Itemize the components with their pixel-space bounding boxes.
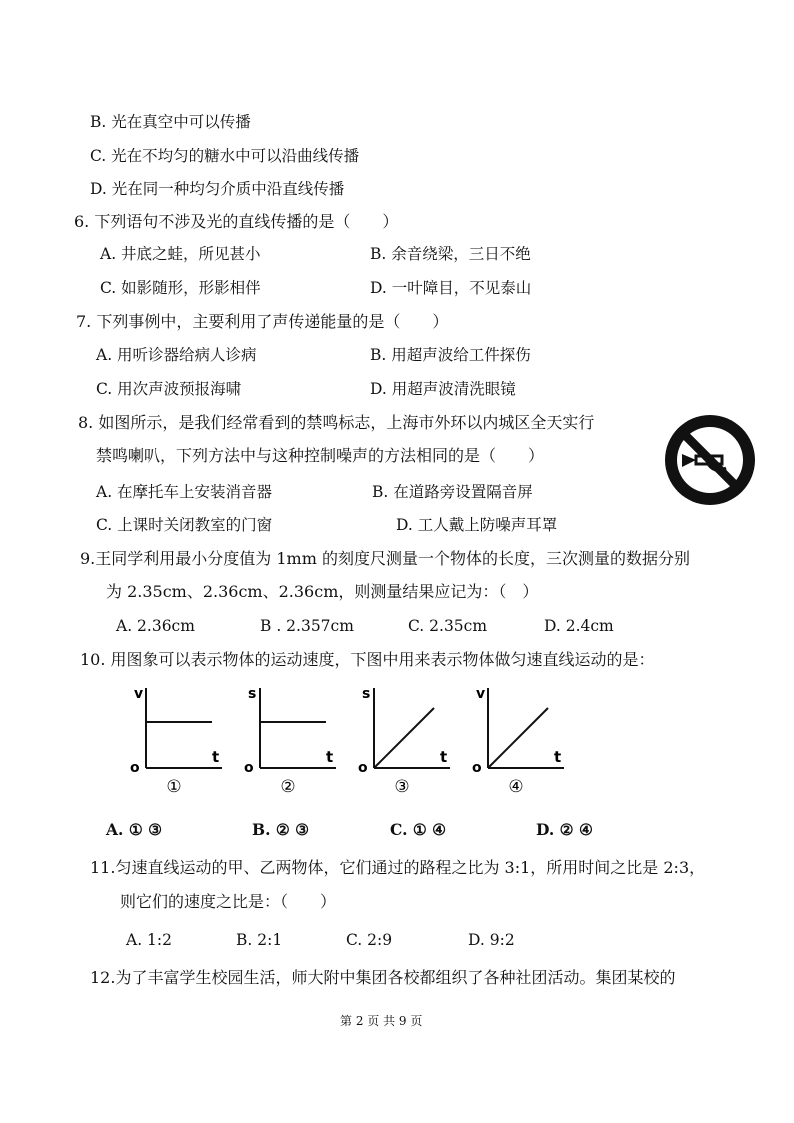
q6-option-c: C. 如影随形，形影相伴	[100, 279, 261, 297]
q7-option-b: B. 用超声波给工件探伤	[370, 346, 531, 364]
q10-option-d: D. ② ④	[536, 820, 593, 839]
q11-stem-line1: 11.匀速直线运动的甲、乙两物体，它们通过的路程之比为 3:1，所用时间之比是 2:3，	[90, 858, 706, 877]
q6-option-a: A. 井底之蛙，所见甚小	[100, 245, 261, 263]
graph-3-number: ③	[394, 777, 410, 797]
graph-2-y-label: s	[248, 686, 257, 702]
q7-option-d: D. 用超声波清洗眼镜	[370, 380, 516, 398]
graph-1-x-label: t	[212, 748, 220, 766]
graph-3-y-label: s	[362, 686, 371, 702]
q11-stem-line2: 则它们的速度之比是：（ ）	[120, 892, 337, 911]
q9-option-c: C. 2.35cm	[408, 617, 488, 635]
graph-4-x-label: t	[554, 748, 562, 766]
q10-stem: 10. 用图象可以表示物体的运动速度，下图中用来表示物体做匀速直线运动的是：	[80, 650, 655, 669]
graph-2-number: ②	[280, 777, 296, 797]
q9-option-a: A. 2.36cm	[116, 617, 195, 635]
q8-stem-line1: 8. 如图所示，是我们经常看到的禁鸣标志，上海市外环以内城区全天实行	[78, 413, 595, 432]
q10-motion-graphs	[110, 680, 590, 800]
q10-option-a: A. ① ③	[106, 820, 163, 839]
graph-2-x-label: t	[326, 748, 334, 766]
q10-option-c: C. ① ④	[390, 820, 447, 839]
q8-option-c: C. 上课时关闭教室的门窗	[96, 516, 273, 534]
graph-1-number: ①	[166, 777, 182, 797]
q9-stem-line1: 9.王同学利用最小分度值为 1mm 的刻度尺测量一个物体的长度，三次测量的数据分别	[80, 549, 690, 568]
q9-stem-line2: 为 2.35cm、2.36cm、2.36cm，则测量结果应记为：（ ）	[106, 582, 539, 601]
graph-3-origin-label: o	[358, 760, 368, 776]
q8-stem-line2: 禁鸣喇叭，下列方法中与这种控制噪声的方法相同的是（ ）	[96, 446, 545, 465]
graph-4-origin-label: o	[472, 760, 482, 776]
no-honking-sign-icon	[660, 410, 760, 510]
q12-stem-line1: 12.为了丰富学生校园生活，师大附中集团各校都组织了各种社团活动。集团某校的	[90, 968, 676, 987]
q7-stem: 7. 下列事例中，主要利用了声传递能量的是（ ）	[76, 312, 449, 331]
q8-option-a: A. 在摩托车上安装消音器	[96, 483, 273, 501]
q6-option-b: B. 余音绕梁，三日不绝	[370, 245, 531, 263]
q11-option-a: A. 1:2	[126, 931, 172, 949]
q10-option-b: B. ② ③	[252, 820, 310, 839]
q7-option-a: A. 用听诊器给病人诊病	[96, 346, 257, 364]
graph-4-y-label: v	[476, 686, 486, 702]
graph-4-number: ④	[508, 777, 524, 797]
graph-4-plot-line	[488, 708, 548, 768]
q11-option-c: C. 2:9	[346, 931, 393, 949]
graph-3-x-label: t	[440, 748, 448, 766]
page-footer: 第 2 页 共 9 页	[340, 1014, 423, 1028]
q5-option-d: D. 光在同一种均匀介质中沿直线传播	[90, 180, 345, 198]
graph-3-plot-line	[374, 708, 434, 768]
q9-option-d: D. 2.4cm	[544, 617, 614, 635]
q6-stem: 6. 下列语句不涉及光的直线传播的是（ ）	[74, 212, 399, 231]
q11-option-b: B. 2:1	[236, 931, 283, 949]
graph-2-origin-label: o	[244, 760, 254, 776]
q7-option-c: C. 用次声波预报海啸	[96, 380, 242, 398]
q5-option-c: C. 光在不均匀的糖水中可以沿曲线传播	[90, 147, 360, 165]
q8-option-b: B. 在道路旁设置隔音屏	[372, 483, 533, 501]
q9-option-b: B . 2.357cm	[260, 617, 354, 635]
q11-option-d: D. 9:2	[468, 931, 515, 949]
graph-1-origin-label: o	[130, 760, 140, 776]
q8-option-d: D. 工人戴上防噪声耳罩	[396, 516, 558, 534]
q6-option-d: D. 一叶障目，不见泰山	[370, 279, 532, 297]
q5-option-b: B. 光在真空中可以传播	[90, 113, 251, 131]
graph-1-y-label: v	[134, 686, 144, 702]
